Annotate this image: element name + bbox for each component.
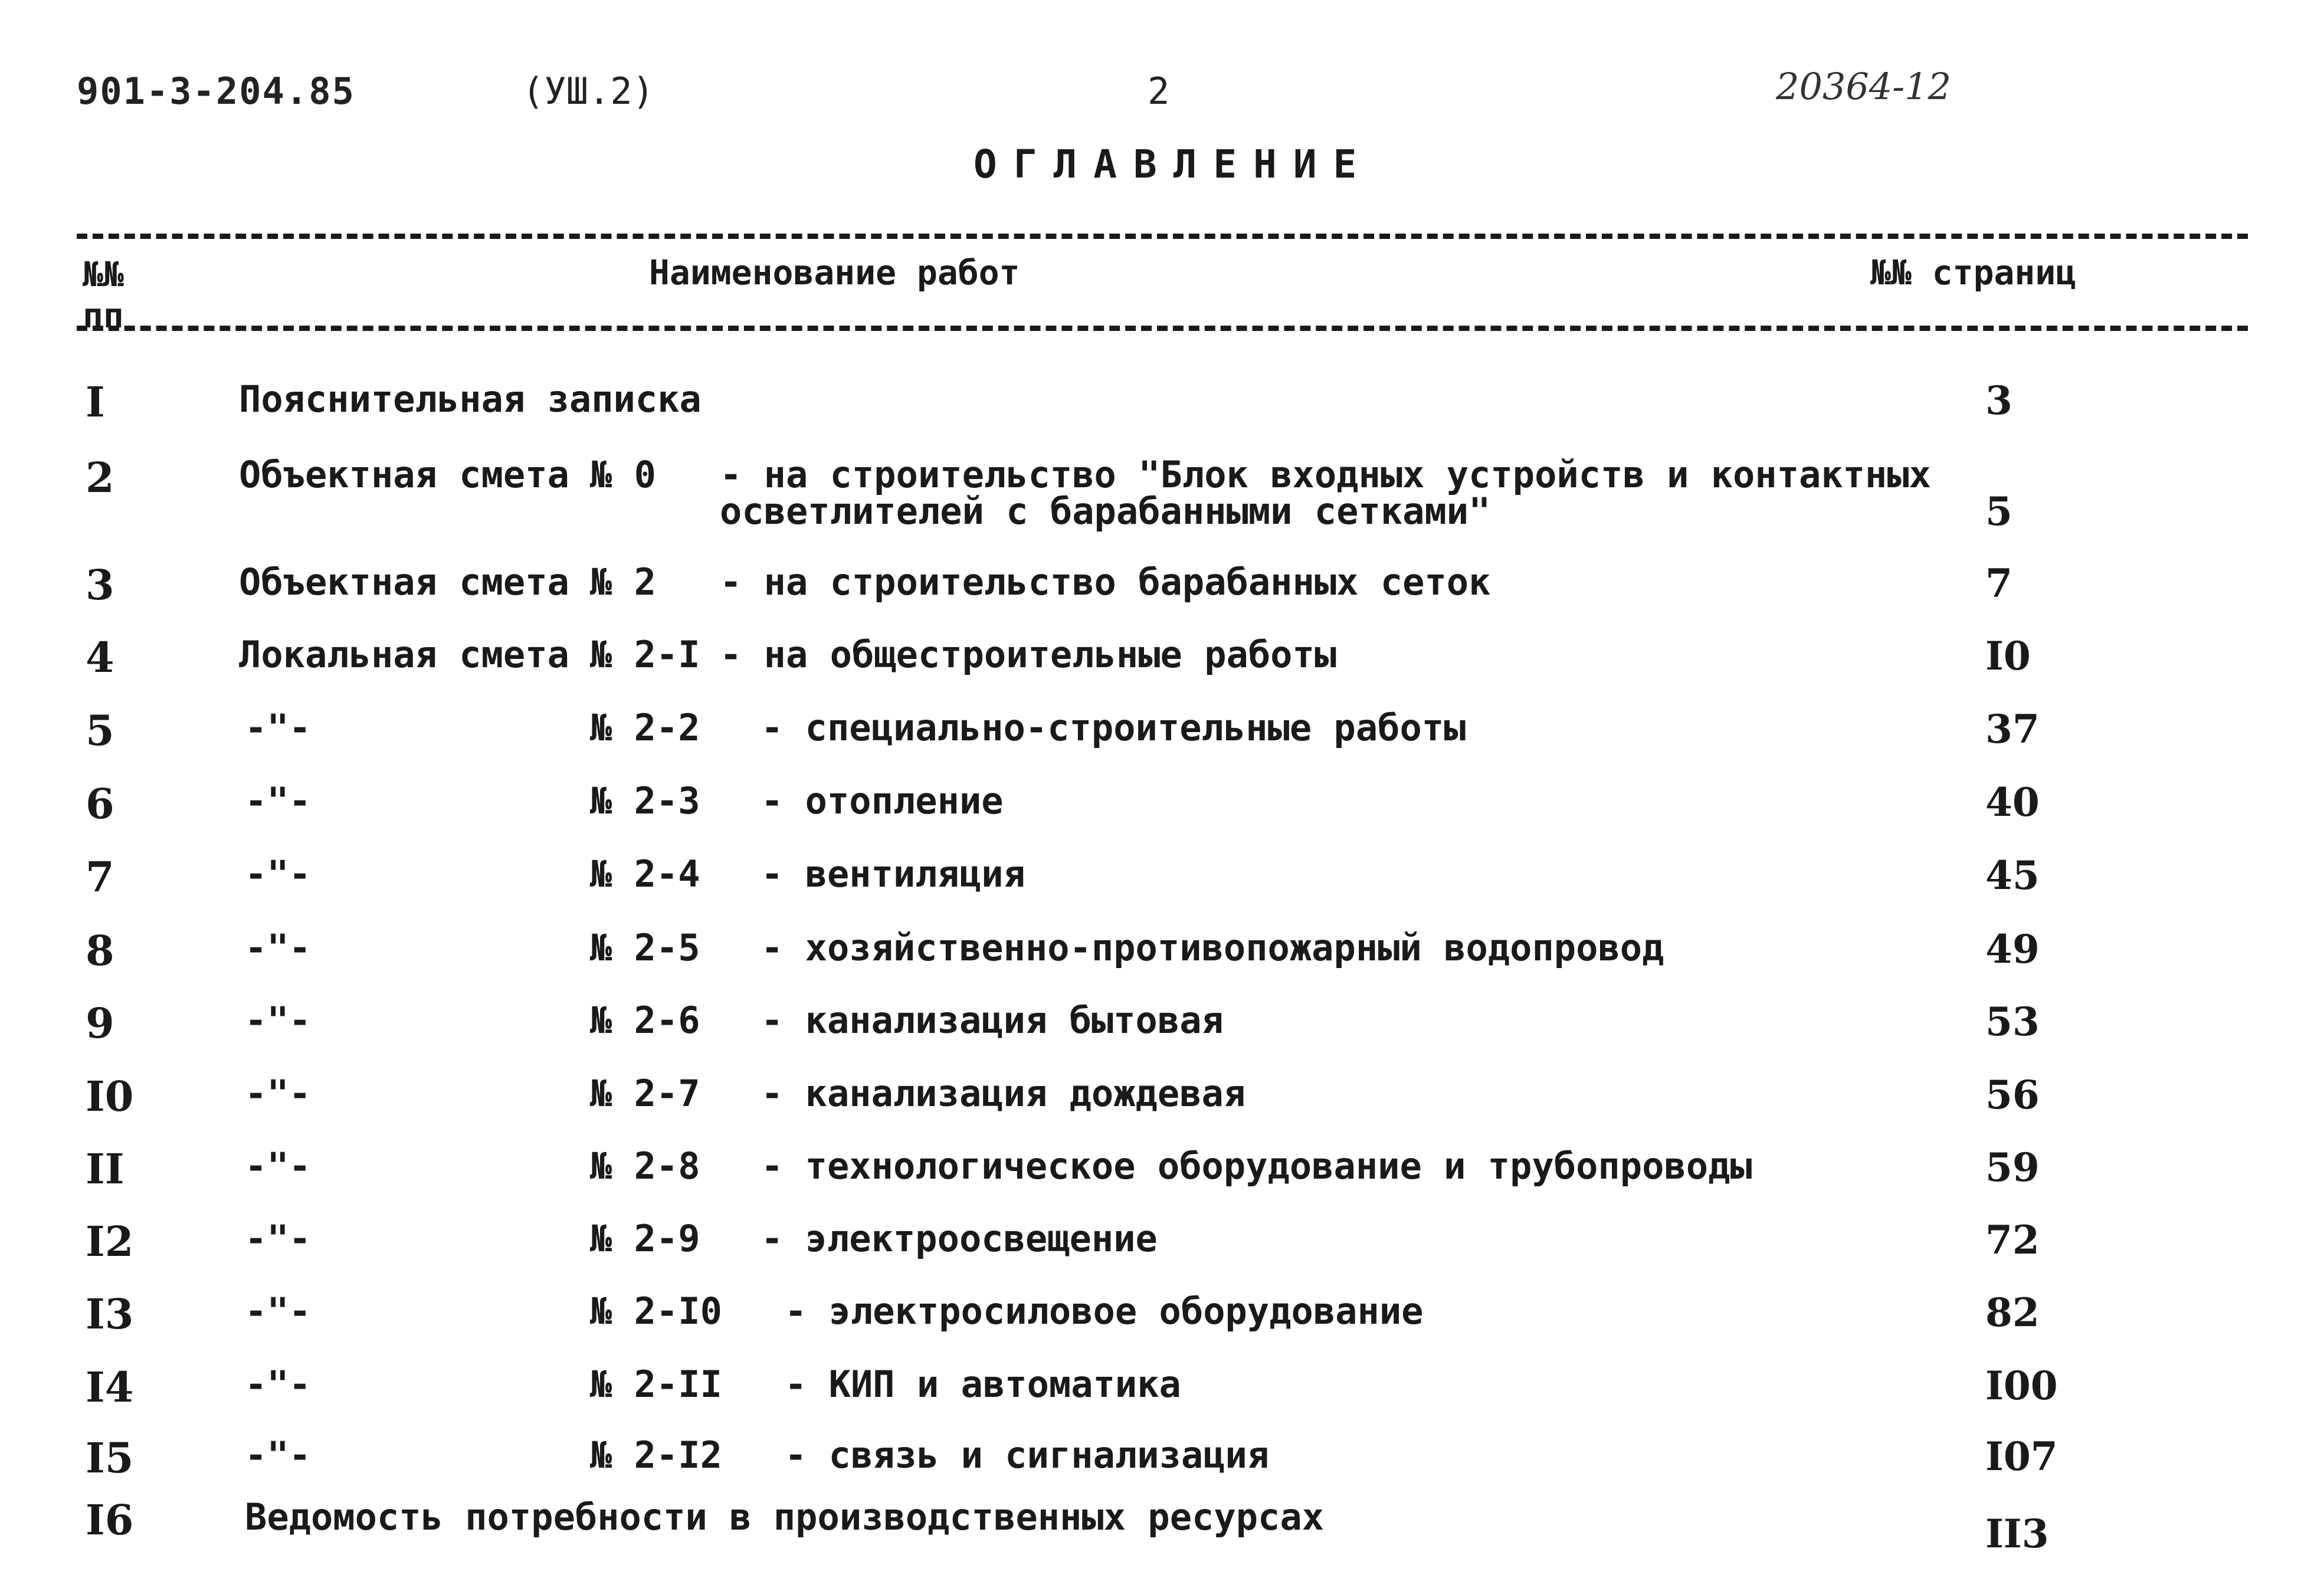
row-ditto-mark: -"-	[245, 1363, 311, 1406]
table-row	[0, 1072, 2324, 1137]
row-number: 2	[86, 453, 114, 502]
row-title: Ведомость потребности в производственных ресурсах	[245, 1495, 1325, 1538]
row-description: - специально-строительные работы	[761, 706, 1466, 749]
volume-label: (УШ.2)	[522, 70, 654, 113]
row-description: - отопление	[761, 779, 1004, 822]
table-row	[0, 1363, 2324, 1428]
row-estimate-number: № 2-6	[590, 999, 700, 1042]
table-row	[0, 453, 2324, 536]
row-title: Локальная смета	[239, 633, 569, 676]
column-header-name: Наименование работ	[649, 252, 1020, 293]
row-description: - на строительство барабанных сеток	[720, 560, 1491, 603]
row-number: I4	[86, 1363, 134, 1412]
row-estimate-number: № 2-I0	[590, 1290, 722, 1333]
row-number: 4	[86, 633, 114, 682]
row-estimate-number: № 2	[590, 560, 656, 603]
column-header-number	[83, 254, 124, 336]
table-row	[0, 1217, 2324, 1282]
row-ditto-mark: -"-	[245, 779, 311, 822]
row-estimate-number: № 2-II	[590, 1363, 722, 1406]
row-ditto-mark: -"-	[245, 852, 311, 895]
row-description: - КИП и автоматика	[785, 1363, 1181, 1406]
column-header-pages: №№ страниц	[1870, 252, 2077, 293]
row-page: 49	[1985, 926, 2040, 972]
table-row	[0, 1495, 2324, 1578]
row-page: 72	[1985, 1217, 2040, 1263]
row-page: 40	[1985, 779, 2040, 825]
row-ditto-mark: -"-	[245, 926, 311, 969]
table-row	[0, 926, 2324, 991]
row-description: - вентиляция	[761, 852, 1025, 895]
row-number: I2	[86, 1217, 134, 1266]
row-estimate-number: № 2-I2	[590, 1433, 722, 1477]
row-page: I00	[1985, 1363, 2058, 1409]
table-row	[0, 999, 2324, 1064]
table-row	[0, 560, 2324, 625]
table-row	[0, 1433, 2324, 1498]
table-row	[0, 1144, 2324, 1209]
registration-number: 20364-12	[1776, 65, 1952, 108]
table-row	[0, 633, 2324, 698]
row-estimate-number: № 2-2	[590, 706, 700, 749]
row-ditto-mark: -"-	[245, 1217, 311, 1260]
row-page: 5	[1985, 488, 2012, 534]
page-number: 2	[1148, 70, 1170, 113]
row-number: 8	[86, 926, 114, 975]
row-number: I5	[86, 1433, 134, 1482]
row-ditto-mark: -"-	[245, 706, 311, 749]
row-estimate-number: № 2-I	[590, 633, 700, 676]
row-page: 3	[1985, 378, 2012, 424]
row-page: 53	[1985, 999, 2040, 1045]
row-number: 3	[86, 560, 114, 609]
row-page: I07	[1985, 1433, 2058, 1480]
table-row	[0, 706, 2324, 771]
column-header-number-line1: №№	[83, 254, 124, 294]
row-number: I0	[86, 1072, 134, 1121]
table-row	[0, 852, 2324, 917]
row-description: - связь и сигнализация	[785, 1433, 1270, 1477]
row-title: Пояснительная записка	[239, 378, 702, 421]
header-top-rule	[77, 234, 2248, 239]
row-number: 7	[86, 852, 114, 901]
row-number: II	[86, 1144, 124, 1193]
row-description-continued: осветлителей с барабанными сетками"	[720, 490, 1491, 533]
row-number: 6	[86, 779, 114, 828]
row-page: 7	[1985, 560, 2012, 606]
row-description: - электросиловое оборудование	[785, 1290, 1424, 1333]
row-page: 82	[1985, 1290, 2040, 1336]
document-code: 901-3-204.85	[77, 70, 355, 113]
table-row	[0, 1290, 2324, 1354]
row-ditto-mark: -"-	[245, 1433, 311, 1477]
row-estimate-number: № 0	[590, 453, 656, 496]
row-ditto-mark: -"-	[245, 999, 311, 1042]
header-bottom-rule	[77, 326, 2248, 331]
row-number: I	[86, 378, 105, 427]
row-number: 9	[86, 999, 114, 1048]
row-description: - хозяйственно-противопожарный водопровод	[761, 926, 1664, 969]
row-page: 56	[1985, 1072, 2040, 1118]
column-header-number-line2: пп	[83, 296, 124, 336]
row-page: II3	[1985, 1511, 2049, 1557]
row-estimate-number: № 2-4	[590, 852, 700, 895]
row-description: - канализация дождевая	[761, 1072, 1246, 1115]
row-ditto-mark: -"-	[245, 1072, 311, 1115]
table-row	[0, 779, 2324, 844]
row-description: - на строительство "Блок входных устройств и контактных	[720, 453, 1931, 496]
row-page: 59	[1985, 1144, 2040, 1190]
row-page: 45	[1985, 852, 2040, 898]
row-page: I0	[1985, 633, 2031, 679]
row-number: 5	[86, 706, 114, 755]
row-description: - технологическое оборудование и трубопроводы	[761, 1144, 1752, 1187]
row-ditto-mark: -"-	[245, 1144, 311, 1187]
row-estimate-number: № 2-7	[590, 1072, 700, 1115]
row-description: - на общестроительные работы	[720, 633, 1337, 676]
row-title: Объектная смета	[239, 560, 569, 603]
page-title: ОГЛАВЛЕНИЕ	[973, 142, 1374, 187]
row-number: I6	[86, 1495, 134, 1544]
table-row	[0, 378, 2324, 442]
row-estimate-number: № 2-3	[590, 779, 700, 822]
row-title: Объектная смета	[239, 453, 569, 496]
row-ditto-mark: -"-	[245, 1290, 311, 1333]
row-estimate-number: № 2-5	[590, 926, 700, 969]
row-description: - электроосвещение	[761, 1217, 1158, 1260]
row-page: 37	[1985, 706, 2040, 752]
row-estimate-number: № 2-9	[590, 1217, 700, 1260]
row-estimate-number: № 2-8	[590, 1144, 700, 1187]
row-number: I3	[86, 1290, 134, 1339]
row-description: - канализация бытовая	[761, 999, 1224, 1042]
